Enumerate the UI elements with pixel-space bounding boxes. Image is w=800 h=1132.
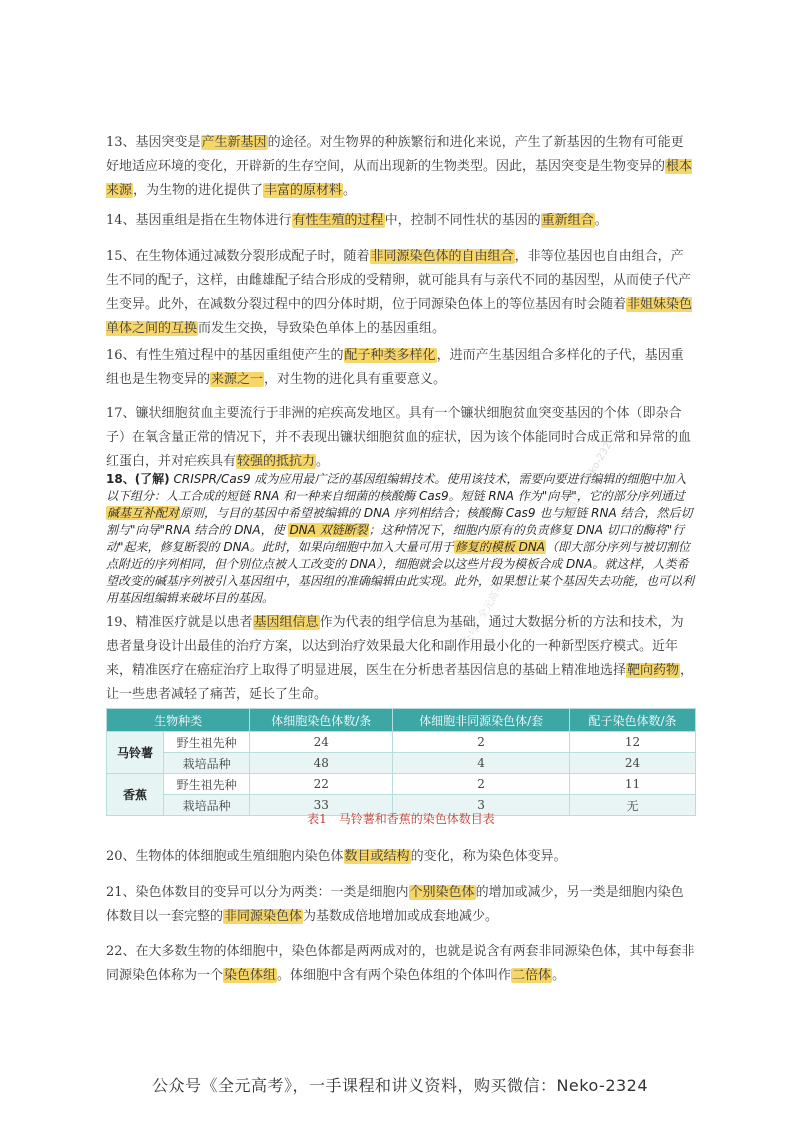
paragraph-20: [106, 845, 696, 869]
table-cell: 4: [393, 753, 570, 774]
table-header: 体细胞非同源染色体/套: [393, 709, 570, 732]
highlight: DNA 双链断裂: [289, 523, 368, 537]
table-cell: 2: [393, 732, 570, 753]
highlight: 数目或结构: [344, 849, 410, 864]
text: 13、基因突变是: [106, 135, 201, 150]
highlight: 丰富的原材料: [264, 183, 343, 198]
highlight: 个别染色体: [409, 885, 475, 900]
table-caption: 表1 马铃薯和香蕉的染色体数目表: [307, 812, 495, 826]
highlight: 碱基互补配对: [107, 506, 180, 520]
text: 14、基因重组是指在生物体进行: [106, 213, 292, 228]
highlight: 产生新基因: [201, 135, 267, 150]
text: 17、镰状细胞贫血主要流行于非洲的疟疾高发地区。具有一个镰状细胞贫血突变基因的个体（即杂合子）在氧含量正常的情况下，并不表现出镰状细胞贫血的症状，因为该个体能同时合成正常和异常的血红蛋白，并对疟疾具有: [106, 406, 692, 469]
text: 的增加或减少，另一类是细胞内染色体数目以一套完整的: [106, 885, 684, 924]
text: 作为代表的组学信息为基础，通过大数据分析的方法和技术，为患者量身设计出最佳的治疗方案，以达到治疗效果最大化和副作用最小化的一种新型医疗模式。近年来，精准医疗在癌症治疗上取得了明显进展，医生在分析患者基因信息的基础上精准地选择: [106, 615, 684, 678]
table-cell: 48: [250, 753, 393, 774]
table-row: [107, 753, 696, 774]
table-header-row: [107, 709, 696, 732]
table-row: [107, 774, 696, 795]
text: 19、精准医疗就是以患者: [106, 615, 253, 630]
text: （即大部分序列与被切割位点附近的序列相同，但个别位点被人工改变的 DNA），细胞就会以这些片段为模板合成 DNA。就这样，人类希望改变的碱基序列被引入基因组中，基因组的准确编辑由此实现。此外，如果想让某个基因失去功能，也可以利用基因组编辑来破坏目的基因。: [106, 540, 695, 605]
highlight: 非同源染色体: [224, 909, 303, 924]
text: ，为生物的进化提供了: [133, 183, 264, 198]
table-row: [107, 732, 696, 753]
text: 。: [594, 213, 608, 228]
table-cell: 24: [250, 732, 393, 753]
watermark-text: 微信号：Neko-2324: [560, 434, 618, 523]
text: 21、染色体数目的变异可以分为两类：一类是细胞内: [106, 885, 409, 900]
text: 。: [552, 968, 566, 983]
text: 的变化，称为染色体变异。: [410, 849, 567, 864]
table-cell: 11: [570, 774, 696, 795]
paragraph-13: [106, 131, 696, 203]
highlight: 有性生殖的过程: [292, 213, 384, 228]
paragraph-22: [106, 940, 696, 988]
text: ，让一些患者减轻了痛苦，延长了生命。: [106, 663, 694, 702]
text: 15、在生物体通过减数分裂形成配子时，随着: [106, 249, 370, 264]
highlight: 修复的模板 DNA: [454, 540, 546, 554]
text: 20、生物体的体细胞或生殖细胞内染色体: [106, 849, 344, 864]
highlight: 来源之一: [211, 372, 264, 387]
text: 而发生交换，导致染色单体上的基因重组。: [198, 321, 446, 336]
text: 。: [316, 454, 330, 469]
text: 。: [343, 183, 357, 198]
table-cell: 无: [570, 795, 696, 816]
species-cell: 马铃薯: [107, 732, 164, 774]
highlight: 染色体组: [224, 968, 277, 983]
text: 原则，与目的基因中希望被编辑的 DNA 序列相结合；核酸酶 Cas9 也与短链 RNA 结合，然后切割与"向导"RNA 结合的 DNA，使: [106, 506, 693, 537]
table-header: 配子染色体数/条: [570, 709, 696, 732]
highlight: 靶向药物: [627, 663, 680, 678]
highlight: 配子种类多样化: [344, 348, 436, 363]
paragraph-label: 18、(了解): [106, 472, 170, 486]
text: 22、在大多数生物的体细胞中，染色体都是两两成对的，也就是说含有两套非同源染色体，其中每套非同源染色体称为一个: [106, 944, 695, 983]
paragraph-17: [106, 402, 696, 474]
highlight: 非姐妹染色单体之间的互换: [106, 297, 693, 336]
table-cell: 33: [250, 795, 393, 816]
text: 中，控制不同性状的基因的: [384, 213, 541, 228]
table-header: 体细胞染色体数/条: [250, 709, 393, 732]
highlight: 基因组信息: [253, 615, 319, 630]
text: ；这种情况下，细胞内原有的负责修复 DNA 切口的酶将"行动"起来，修复断裂的 DNA。此时，如果向细胞中加入大量可用于: [106, 523, 685, 554]
table-cell: 栽培品种: [164, 753, 250, 774]
table-cell: 12: [570, 732, 696, 753]
table-cell: 22: [250, 774, 393, 795]
text: 。体细胞中含有两个染色体组的个体叫作: [277, 968, 512, 983]
table-cell: 2: [393, 774, 570, 795]
table-cell: 野生祖先种: [164, 732, 250, 753]
watermark-text: 公众号：全元高考: [456, 581, 507, 656]
footer-text: 公众号《全元高考》，一手课程和讲义资料，购买微信：Neko-2324: [151, 1076, 649, 1095]
chromosome-table: [106, 708, 696, 816]
highlight: 重新组合: [541, 213, 594, 228]
paragraph-14: [106, 209, 696, 233]
highlight: 二倍体: [512, 968, 552, 983]
table-cell: 24: [570, 753, 696, 774]
paragraph-16: [106, 344, 696, 392]
species-cell: 香蕉: [107, 774, 164, 816]
text: ，进而产生基因组合多样化的子代，基因重组也是生物变异的: [106, 348, 684, 387]
paragraph-21: [106, 881, 696, 929]
highlight: 较强的抵抗力: [237, 454, 316, 469]
paragraph-18: [106, 471, 696, 607]
table-cell: 野生祖先种: [164, 774, 250, 795]
text: CRISPR/Cas9 成为应用最广泛的基因组编辑技术。使用该技术，需要向要进行编辑的细胞中加入以下组分：人工合成的短链 RNA 和一种来自细菌的核酸酶 Cas9。短链 RNA 作为"向导"，它的部分序列通过: [106, 472, 687, 503]
text: 16、有性生殖过程中的基因重组使产生的: [106, 348, 344, 363]
highlight: 根本来源: [106, 159, 693, 198]
text: ，对生物的进化具有重要意义。: [264, 372, 447, 387]
paragraph-19: [106, 611, 696, 707]
table-header: 生物种类: [107, 709, 250, 732]
highlight: 非同源染色体的自由组合: [370, 249, 514, 264]
text: 为基数成倍地增加或成套地减少。: [303, 909, 499, 924]
text: 的途径。对生物界的种族繁衍和进化来说，产生了新基因的生物有可能更好地适应环境的变化，开辟新的生存空间，从而出现新的生物类型。因此，基因突变是生物变异的: [106, 135, 684, 174]
table-cell: 3: [393, 795, 570, 816]
table-cell: 栽培品种: [164, 795, 250, 816]
paragraph-15: [106, 245, 696, 341]
text: ，非等位基因也自由组合，产生不同的配子，这样，由雌雄配子结合形成的受精卵，就可能具有与亲代不同的基因型，从而使子代产生变异。此外，在减数分裂过程中的四分体时期，位于同源染色体上的等位基因有时会随着: [106, 249, 692, 312]
